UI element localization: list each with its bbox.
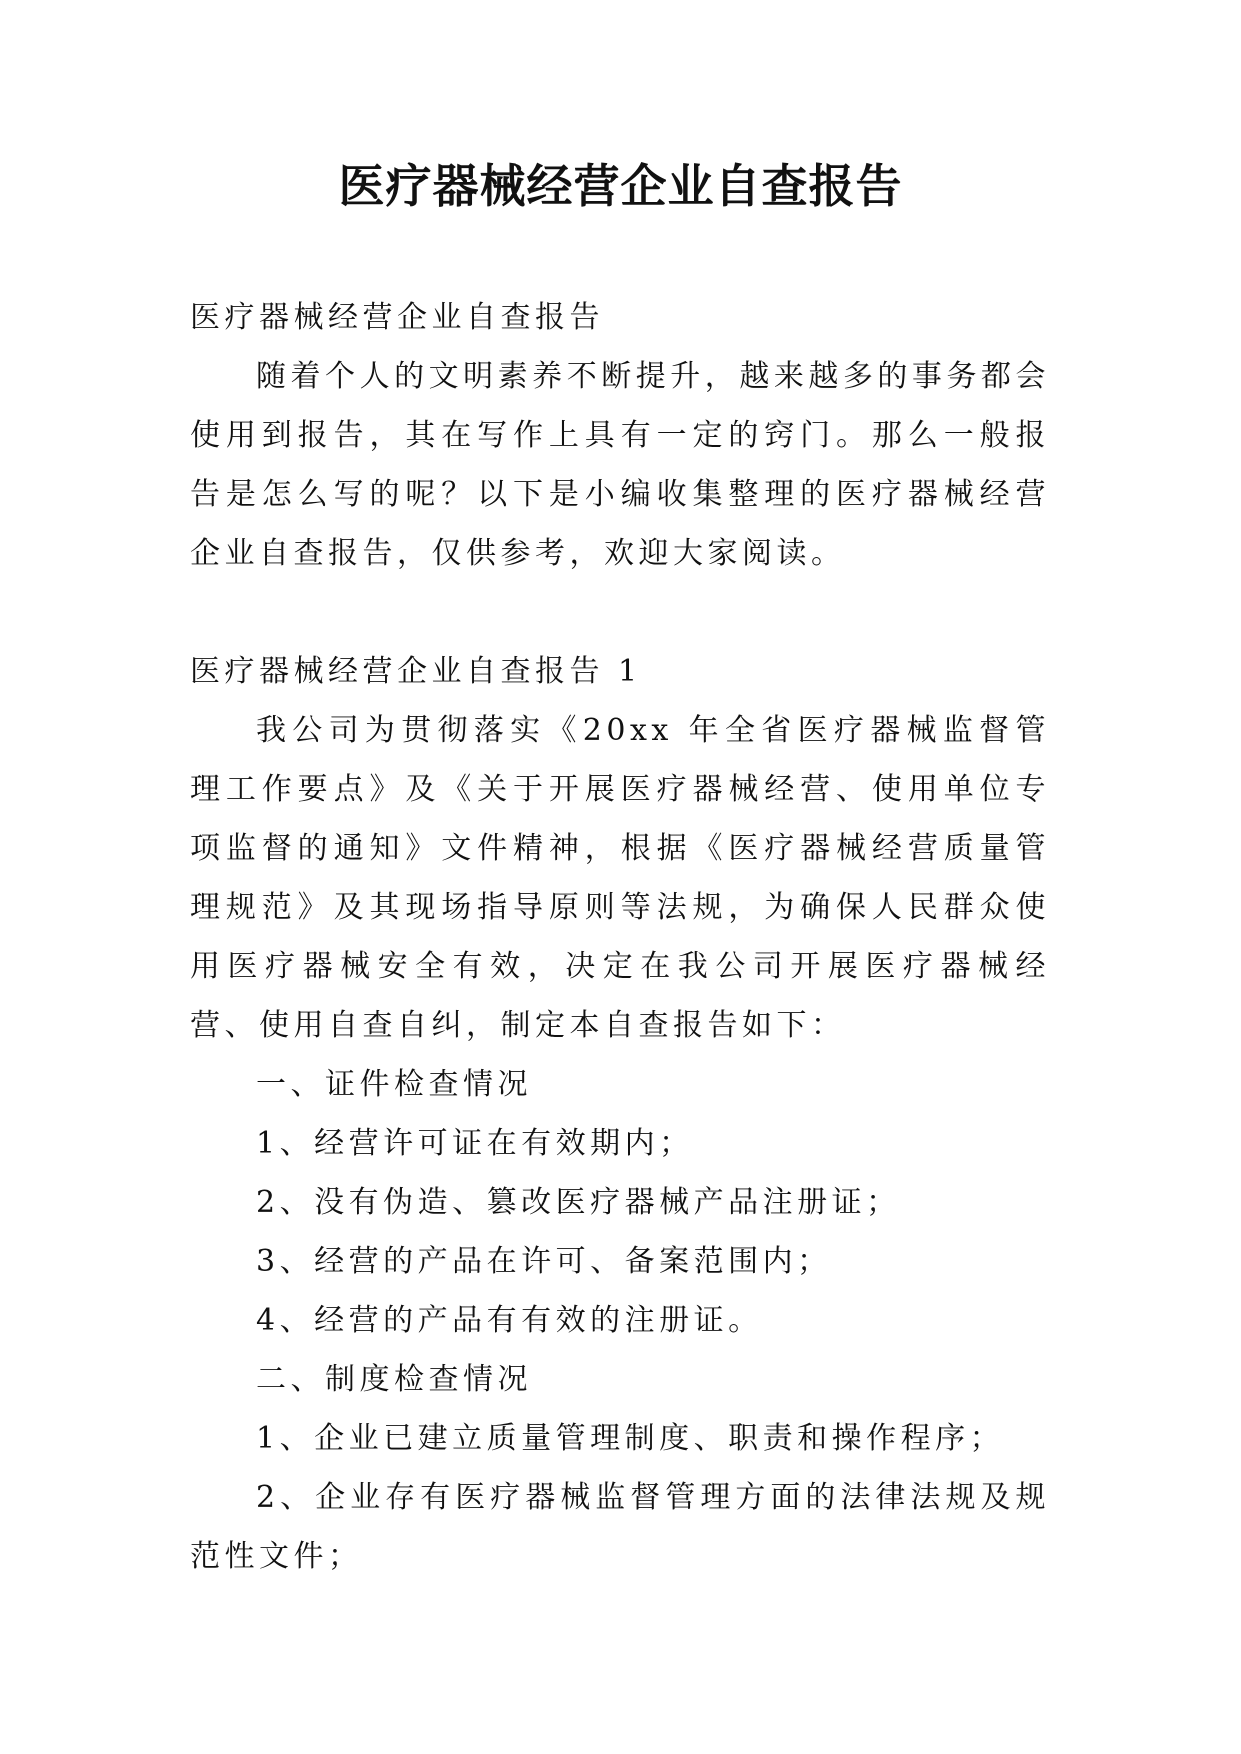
part2-heading: 二、制度检查情况 [256, 1362, 532, 1397]
part1-item: 3、经营的产品在许可、备案范围内； [256, 1244, 832, 1279]
part1-item: 4、经营的产品有有效的注册证。 [256, 1303, 763, 1338]
part1-heading: 一、证件检查情况 [256, 1067, 532, 1102]
section-intro-paragraph: 我公司为贯彻落实《20xx 年全省医疗器械监督管理工作要点》及《关于开展医疗器械经营、使用单位专项监督的通知》文件精神，根据《医疗器械经营质量管理规范》及其现场指导原则等法规，为确保人民群众使用医疗器械安全有效，决定在我公司开展医疗器械经营、使用自查自纠，制定本自查报告如下： [190, 713, 1050, 1043]
paragraph-spacer [190, 583, 1050, 642]
document-subtitle: 医疗器械经营企业自查报告 [190, 300, 604, 335]
part2-item: 2、企业存有医疗器械监督管理方面的法律法规及规范性文件； [190, 1480, 1050, 1574]
part1-item: 1、经营许可证在有效期内； [256, 1126, 694, 1161]
document-title: 医疗器械经营企业自查报告 [338, 159, 903, 213]
part2-item: 1、企业已建立质量管理制度、职责和操作程序； [256, 1421, 1005, 1456]
section-heading: 医疗器械经营企业自查报告 1 [190, 654, 642, 689]
document-body [190, 288, 1050, 1586]
part1-item: 2、没有伪造、篡改医疗器械产品注册证； [256, 1185, 901, 1220]
intro-paragraph: 随着个人的文明素养不断提升，越来越多的事务都会使用到报告，其在写作上具有一定的窍门。那么一般报告是怎么写的呢？以下是小编收集整理的医疗器械经营企业自查报告，仅供参考，欢迎大家阅读。 [190, 359, 1050, 571]
